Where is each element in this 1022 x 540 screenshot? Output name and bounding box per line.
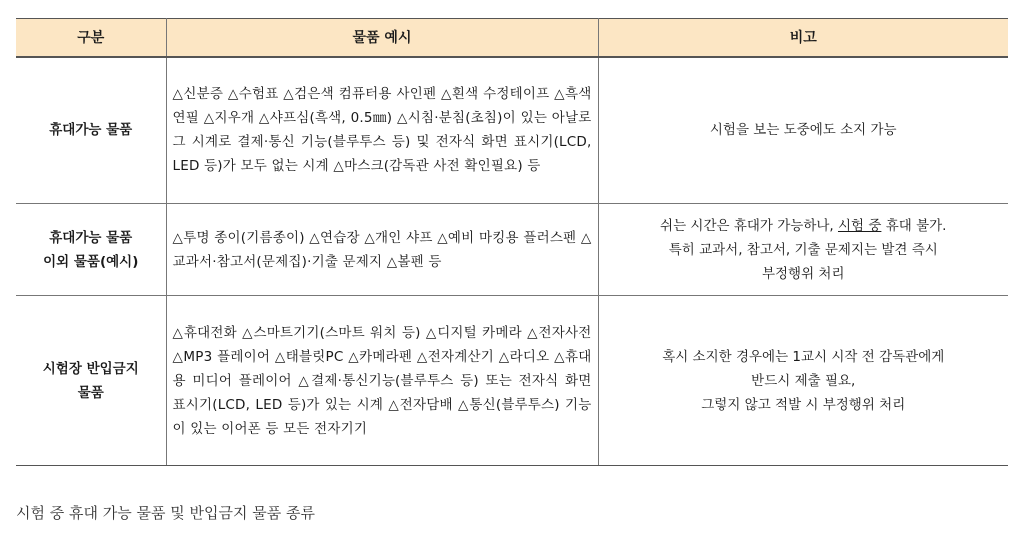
header-remarks: 비고	[598, 19, 1008, 57]
row-items: △신분증 △수험표 △검은색 컴퓨터용 사인펜 △흰색 수정테이프 △흑색 연필 △지우개 △샤프심(흑색, 0.5㎜) △시침·분침(초침)이 있는 아날로그 시계로 결제·통신 기능(블루투스 등) 및 전자식 화면 표시기(LCD, LED 등)가 모두 없는 시계 △마스크(감독관 사전 확인필요) 등	[166, 57, 598, 204]
remark-line1-pre: 쉬는 시간은 휴대가 가능하나,	[660, 217, 838, 234]
category-label-line1: 시험장 반입금지	[42, 360, 139, 377]
items-table	[16, 18, 1008, 466]
table-row-other	[16, 204, 1008, 296]
table-row-allowed	[16, 57, 1008, 204]
row-category	[16, 296, 166, 466]
items-table-container	[16, 18, 1008, 466]
row-items: △투명 종이(기름종이) △연습장 △개인 샤프 △예비 마킹용 플러스펜 △교과서·참고서(문제집)·기출 문제지 △볼펜 등	[166, 204, 598, 296]
remark-line1: 혹시 소지한 경우에는 1교시 시작 전 감독관에게	[662, 348, 945, 365]
remark-line3: 부정행위 처리	[761, 265, 845, 282]
remark-line2: 반드시 제출 필요,	[751, 372, 856, 389]
table-header-row	[16, 19, 1008, 57]
table-row-prohibited	[16, 296, 1008, 466]
remark-line1-post: 휴대 불가.	[881, 217, 947, 234]
remark-line3: 그렇지 않고 적발 시 부정행위 처리	[701, 396, 906, 413]
remark-underlined-text: 시험 중	[837, 217, 882, 234]
table-caption: 시험 중 휴대 가능 물품 및 반입금지 물품 종류	[16, 504, 315, 522]
category-label-line2: 물품	[77, 384, 104, 401]
row-category	[16, 57, 166, 204]
row-items: △휴대전화 △스마트기기(스마트 워치 등) △디지털 카메라 △전자사전 △MP3 플레이어 △태블릿PC △카메라펜 △전자계산기 △라디오 △휴대용 미디어 플레이어 △결제·통신기능(블루투스 등) 또는 전자식 화면 표시기(LCD, LED 등)가 있는 시계 △전자담배 △통신(블루투스) 기능이 있는 이어폰 등 모든 전자기기	[166, 296, 598, 466]
row-remarks	[598, 57, 1008, 204]
category-label-line1: 휴대가능 물품	[49, 229, 133, 246]
header-category: 구분	[16, 19, 166, 57]
row-remarks	[598, 296, 1008, 466]
remark-line2: 특히 교과서, 참고서, 기출 문제지는 발견 즉시	[668, 241, 938, 258]
row-remarks	[598, 204, 1008, 296]
row-category	[16, 204, 166, 296]
category-label: 휴대가능 물품	[49, 122, 133, 139]
remark-line: 시험을 보는 도중에도 소지 가능	[709, 122, 897, 139]
header-item-examples: 물품 예시	[166, 19, 598, 57]
category-label-line2: 이외 물품(예시)	[43, 253, 139, 270]
